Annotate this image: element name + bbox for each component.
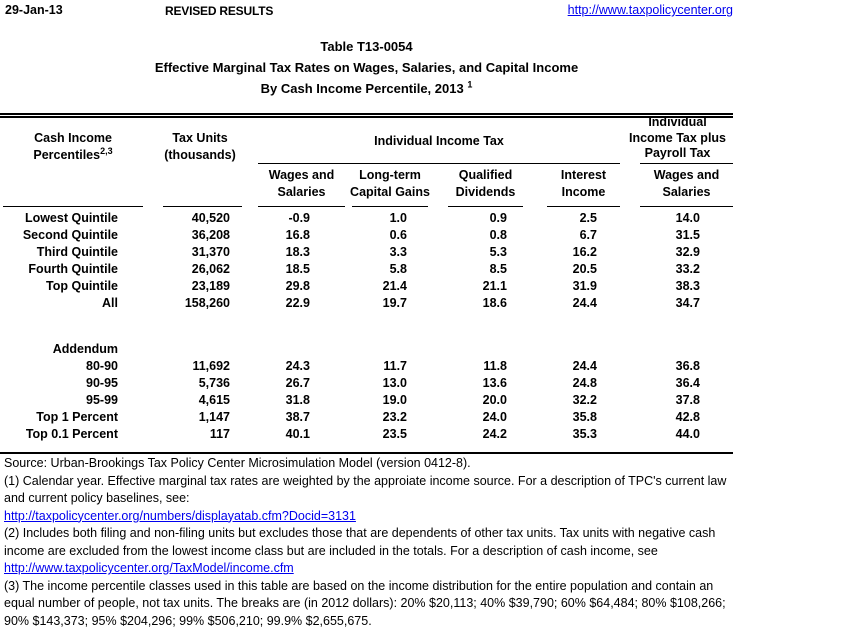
row-label: 90-95 [0,375,118,392]
table-row [0,426,733,443]
displayatab-link[interactable]: http://taxpolicycenter.org/numbers/displayatab.cfm?Docid=3131 [4,509,356,523]
cell: 158,260 [118,295,230,312]
table-row [0,261,733,278]
cell: 11,692 [118,358,230,375]
taxmodel-income-link[interactable]: http://www.taxpolicycenter.org/TaxModel/income.cfm [4,561,294,575]
cell: 4,615 [118,392,230,409]
row-label: Lowest Quintile [0,210,118,227]
cell: 11.7 [310,358,407,375]
cell: 11.8 [407,358,507,375]
table-row [0,227,733,244]
cell: 34.7 [597,295,733,312]
table-row [0,392,733,409]
cell: 2.5 [507,210,597,227]
row-label: Second Quintile [0,227,118,244]
cell: 18.3 [230,244,310,261]
table-row [0,295,733,312]
cell: 44.0 [597,426,733,443]
title-line-3: By Cash Income Percentile, 2013 $^1$ [0,78,733,99]
cell: 26.7 [230,375,310,392]
col1-footnote-ref: 2,3 [100,146,113,156]
footnote-2-line-2: income are excluded from the lowest income class but are included in the totals. For a description of cash income, see [4,543,860,561]
row-label: Fourth Quintile [0,261,118,278]
cell: 18.5 [230,261,310,278]
cell: 22.9 [230,295,310,312]
footnote-1-link-line [4,508,860,526]
cell: 0.6 [310,227,407,244]
table-row [0,278,733,295]
header-underline-col7 [640,206,733,207]
cell: 23,189 [118,278,230,295]
table-row [0,409,733,426]
cell: 26,062 [118,261,230,278]
cell: 32.2 [507,392,597,409]
addendum-label: Addendum [0,341,118,358]
cell: 37.8 [597,392,733,409]
header-underline-col4 [352,206,428,207]
header-underline-col3 [258,206,345,207]
footnote-1-line-2: and current policy baselines, see: [4,490,860,508]
footnote-2-link-line [4,560,860,578]
cell: 19.7 [310,295,407,312]
title-line-1: Table T13-0054 [0,36,733,57]
footnote-3-line-3: 90% $143,373; 95% $204,296; 99% $506,210; 99.9% $2,655,675. [4,613,860,630]
cell: -0.9 [230,210,310,227]
cell: 16.8 [230,227,310,244]
cell: 20.0 [407,392,507,409]
cell: 36,208 [118,227,230,244]
cell: 35.8 [507,409,597,426]
cell: 6.7 [507,227,597,244]
header-underline-col2 [163,206,242,207]
col-header-wages-salaries-payroll: Wages and Salaries [638,167,735,201]
footnote-3-line-2: equal number of people, not tax units. The breaks are (in 2012 dollars): 20% $20,113; 40% $39,790; 60% $64,484; 80% $108,266; [4,595,860,613]
cell: 16.2 [507,244,597,261]
title-line-2: Effective Marginal Tax Rates on Wages, Salaries, and Capital Income [0,57,733,78]
cell: 24.0 [407,409,507,426]
site-link-wrap [0,3,733,17]
cell: 1,147 [118,409,230,426]
cell: 13.0 [310,375,407,392]
cell: 40,520 [118,210,230,227]
table-row [0,210,733,227]
table-title [0,36,733,99]
cell: 8.5 [407,261,507,278]
cell: 19.0 [310,392,407,409]
source-note: Source: Urban-Brookings Tax Policy Center Microsimulation Model (version 0412-8). [4,455,860,473]
cell: 38.7 [230,409,310,426]
group-header-individual-income-tax: Individual Income Tax [258,133,620,150]
cell: 5,736 [118,375,230,392]
cell: 24.3 [230,358,310,375]
cell: 5.8 [310,261,407,278]
row-label: Third Quintile [0,244,118,261]
cell: 117 [118,426,230,443]
title-footnote-ref: 1 [467,80,472,90]
cell: 24.8 [507,375,597,392]
row-label: 95-99 [0,392,118,409]
cell: 31.5 [597,227,733,244]
group-header-income-tax-plus-payroll: Individual Income Tax plus Payroll Tax [622,115,733,162]
bottom-rule [0,452,733,454]
cell: 23.2 [310,409,407,426]
row-label: Top 1 Percent [0,409,118,426]
cell: 24.2 [407,426,507,443]
col-header-wages-salaries: Wages and Salaries [258,167,345,201]
cell: 20.5 [507,261,597,278]
cell: 40.1 [230,426,310,443]
cell: 31.8 [230,392,310,409]
cell: 1.0 [310,210,407,227]
table-row [0,244,733,261]
table-row [0,358,733,375]
col-header-interest-income: Interest Income [535,167,632,201]
row-label: 80-90 [0,358,118,375]
cell: 3.3 [310,244,407,261]
cell: 36.4 [597,375,733,392]
addendum-label-row [0,341,733,358]
cell: 32.9 [597,244,733,261]
header-underline-col5 [448,206,523,207]
cell: 36.8 [597,358,733,375]
cell: 31.9 [507,278,597,295]
cell: 14.0 [597,210,733,227]
row-label: All [0,295,118,312]
table-row [0,375,733,392]
cell: 5.3 [407,244,507,261]
table-header [0,113,733,210]
cell: 35.3 [507,426,597,443]
cell: 23.5 [310,426,407,443]
group2-underline [640,163,733,164]
cell: 24.4 [507,358,597,375]
footnote-2-line-1: (2) Includes both filing and non-filing units but excludes those that are dependents of other tax units. Tax units with negative cash [4,525,860,543]
row-label: Top 0.1 Percent [0,426,118,443]
header-underline-col6 [547,206,620,207]
group1-underline [258,163,620,164]
cell: 21.1 [407,278,507,295]
revised-results-label: REVISED RESULTS [165,4,273,18]
cell: 0.9 [407,210,507,227]
cell: 24.4 [507,295,597,312]
document-date: 29-Jan-13 [5,3,63,17]
cell: 18.6 [407,295,507,312]
row-label: Top Quintile [0,278,118,295]
data-table [0,210,733,443]
cell: 21.4 [310,278,407,295]
cell: 33.2 [597,261,733,278]
footnotes [4,455,860,630]
cell: 29.8 [230,278,310,295]
col-header-tax-units: Tax Units (thousands) [130,130,270,164]
cell: 13.6 [407,375,507,392]
footnote-1-line-1: (1) Calendar year. Effective marginal tax rates are weighted by the approiate income source. For a description of TPC's current law [4,473,860,491]
spacer-row [0,312,733,341]
cell: 38.3 [597,278,733,295]
col-header-qualified-dividends: Qualified Dividends [437,167,534,201]
col-header-long-term-capital-gains: Long-term Capital Gains [342,167,438,201]
cell: 31,370 [118,244,230,261]
site-link[interactable]: http://www.taxpolicycenter.org [568,3,733,17]
col-header-cash-income-percentiles: Cash Income Percentiles$^{2,3}$ [0,130,146,164]
header-underline-col1 [3,206,143,207]
footnote-3-line-1: (3) The income percentile classes used in this table are based on the income distribution for the entire population and contain an [4,578,860,596]
cell: 42.8 [597,409,733,426]
cell: 0.8 [407,227,507,244]
